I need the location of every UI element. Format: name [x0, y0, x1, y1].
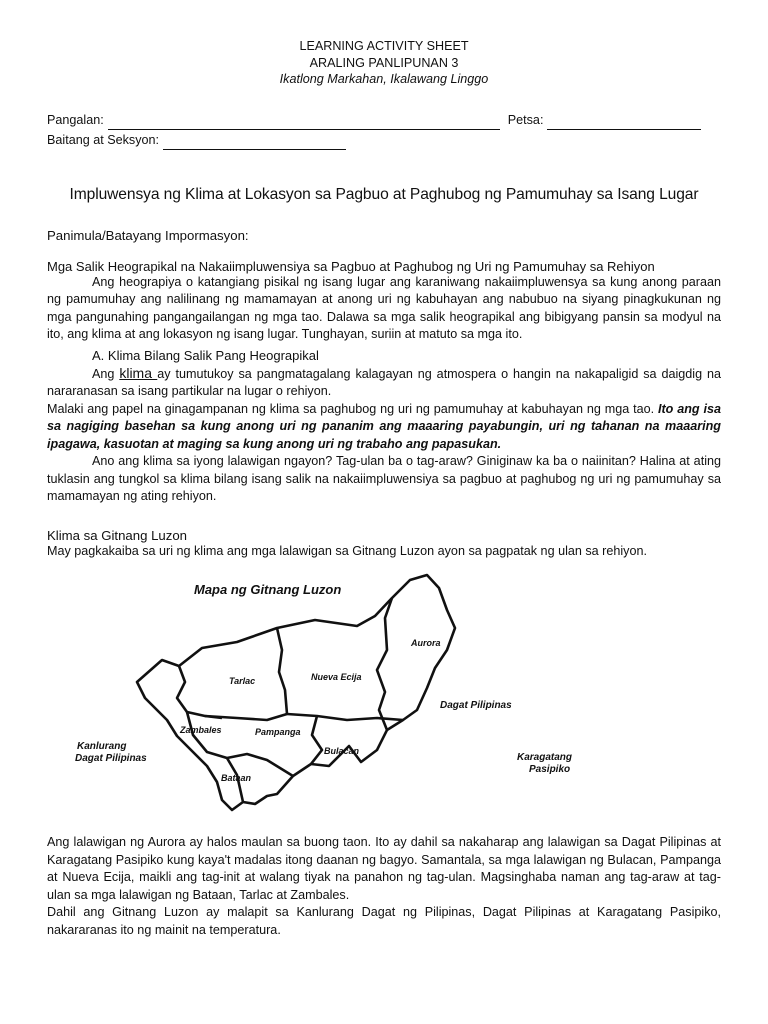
section-label: Baitang at Seksyon: [47, 132, 160, 147]
header-line-3: Ikatlong Markahan, Ikalawang Linggo [279, 72, 489, 86]
label-pampanga: Pampanga [255, 727, 301, 737]
sheet-header [47, 0, 721, 88]
border-tarlac-zambales [177, 666, 222, 718]
border-aurora [377, 598, 392, 730]
map-title: Mapa ng Gitnang Luzon [194, 582, 342, 597]
label-karagatang-2: Pasipiko [529, 764, 571, 775]
label-bulacan: Bulacan [324, 746, 360, 756]
aurora-paragraph: Ang lalawigan ng Aurora ay halos maulan sa buong taon. Ito ay dahil sa nakaharap ang lalawigan sa Dagat Pilipinas at Karagatang Pasipiko kung kaya't madalas itong daanan ng bagyo. Samantala, sa mga lalawigan ng Bulacan, Pampanga at Nueva Ecija, maikli ang tag-init at walang tiyak na panahon ng tag-ulan. Magsinghaba naman ang tag-araw at tag-ulan sa mga lalawigan ng Bataan, Tarlac at Zambales. [47, 835, 721, 902]
klima-role-plain: Malaki ang papel na ginagampanan ng klima sa paghubog ng uri ng pamumuhay at kabuhayan ng mga tao. [47, 401, 658, 416]
border-zambales-bataan [187, 712, 293, 776]
klima-gitnang-luzon-paragraph: May pagkakaiba sa uri ng klima ang mga lalawigan sa Gitnang Luzon ayon sa pagpatak ng ulan sa rehiyon. [47, 543, 647, 558]
border-tarlac-ne [277, 628, 287, 714]
central-luzon-map [67, 570, 667, 830]
label-dagat-pilipinas: Dagat Pilipinas [440, 700, 512, 711]
label-kanlurang-1: Kanlurang [77, 741, 127, 752]
section-row [47, 130, 721, 150]
label-aurora: Aurora [411, 638, 441, 648]
name-label: Pangalan: [47, 112, 104, 127]
date-blank[interactable] [547, 116, 701, 130]
map-container [47, 570, 721, 832]
klima-subheading: A. Klima Bilang Salik Pang Heograpikal [92, 347, 319, 363]
border-ne-south [287, 714, 403, 720]
border-tarlac-pampanga [205, 714, 287, 720]
label-zambales: Zambales [180, 725, 222, 735]
map-outline [137, 575, 455, 810]
label-kanlurang-2: Dagat Pilipinas [75, 753, 147, 764]
klima-def-start: Ang [92, 366, 120, 381]
temperatura-paragraph: Dahil ang Gitnang Luzon ay malapit sa Kanlurang Dagat ng Pilipinas, Dagat Pilipinas at Karagatang Pasipiko, nakararanas ito ng mainit na temperatura. [47, 905, 721, 937]
header-line-1: LEARNING ACTIVITY SHEET [299, 39, 469, 53]
lesson-title: Impluwensya ng Klima at Lokasyon sa Pagbuo at Paghubog ng Pamumuhay sa Isang Lugar [69, 185, 699, 203]
klima-question-paragraph: Ano ang klima sa iyong lalawigan ngayon? Tag-ulan ba o tag-araw? Giniginaw ka ba o naiinitan? Halina at ating tuklasin ang tungkol sa klima bilang isang salik na nakaiimpluwensiya sa pagbuo at paghubog ng uri ng pamumuhay sa mamamayan ng ating rehiyon. [47, 454, 721, 503]
klima-keyword: klima [119, 364, 158, 381]
label-karagatang-1: Karagatang [517, 752, 573, 763]
label-bataan: Bataan [221, 773, 252, 783]
border-pampanga-bulacan [311, 716, 322, 764]
panimula-heading: Panimula/Batayang Impormasyon: [47, 227, 249, 243]
date-label: Petsa: [507, 112, 544, 127]
klima-role-paragraph [47, 401, 721, 454]
header-line-2: ARALING PANLIPUNAN 3 [309, 55, 459, 70]
klima-role-emphasis: Ito ang isa sa nagiging basehan sa kung anong uri ng pananim ang maaaring payabungin, uri ng tahanan na maaaring ipagawa, kasuotan at maging sa kung anong uri ng trabaho ang papasukan. [47, 401, 721, 451]
section-blank[interactable] [163, 136, 346, 150]
heograpiya-paragraph: Ang heograpiya o katangiang pisikal ng isang lugar ang karaniwang nakaiimpluwensya sa kung anong paraan ng pamumuhay ang nalilinang ng mamamayan at anong uri ng kabuhayan ang nabubuo na siyang pinagkukunan ng mga pangunahing pangangailangan ng mga tao. Dalawa sa mga salik heograpikal ang bibigyang pansin sa modyul na ito, ang klima at ang lokasyon ng isang lugar. Tunghayan, suriin at matuto sa mga ito. [47, 274, 721, 341]
name-blank[interactable] [108, 116, 500, 130]
student-info-form [47, 110, 721, 150]
label-tarlac: Tarlac [229, 676, 256, 686]
name-date-row [47, 110, 721, 130]
klima-gitnang-luzon-heading: Klima sa Gitnang Luzon [47, 527, 188, 543]
klima-definition-paragraph [47, 365, 721, 401]
klima-def-rest: ay tumutukoy sa pangmatagalang kalagayan ng atmospera o hangin na nakapaligid sa daigdig na nararanasan sa isang partikular na lugar o rehiyon. [47, 366, 721, 398]
label-nueva-ecija: Nueva Ecija [311, 672, 362, 682]
salik-heading: Mga Salik Heograpikal na Nakaiimpluwensiya sa Pagbuo at Paghubog ng Uri ng Pamumuhay sa Rehiyon [47, 258, 655, 274]
